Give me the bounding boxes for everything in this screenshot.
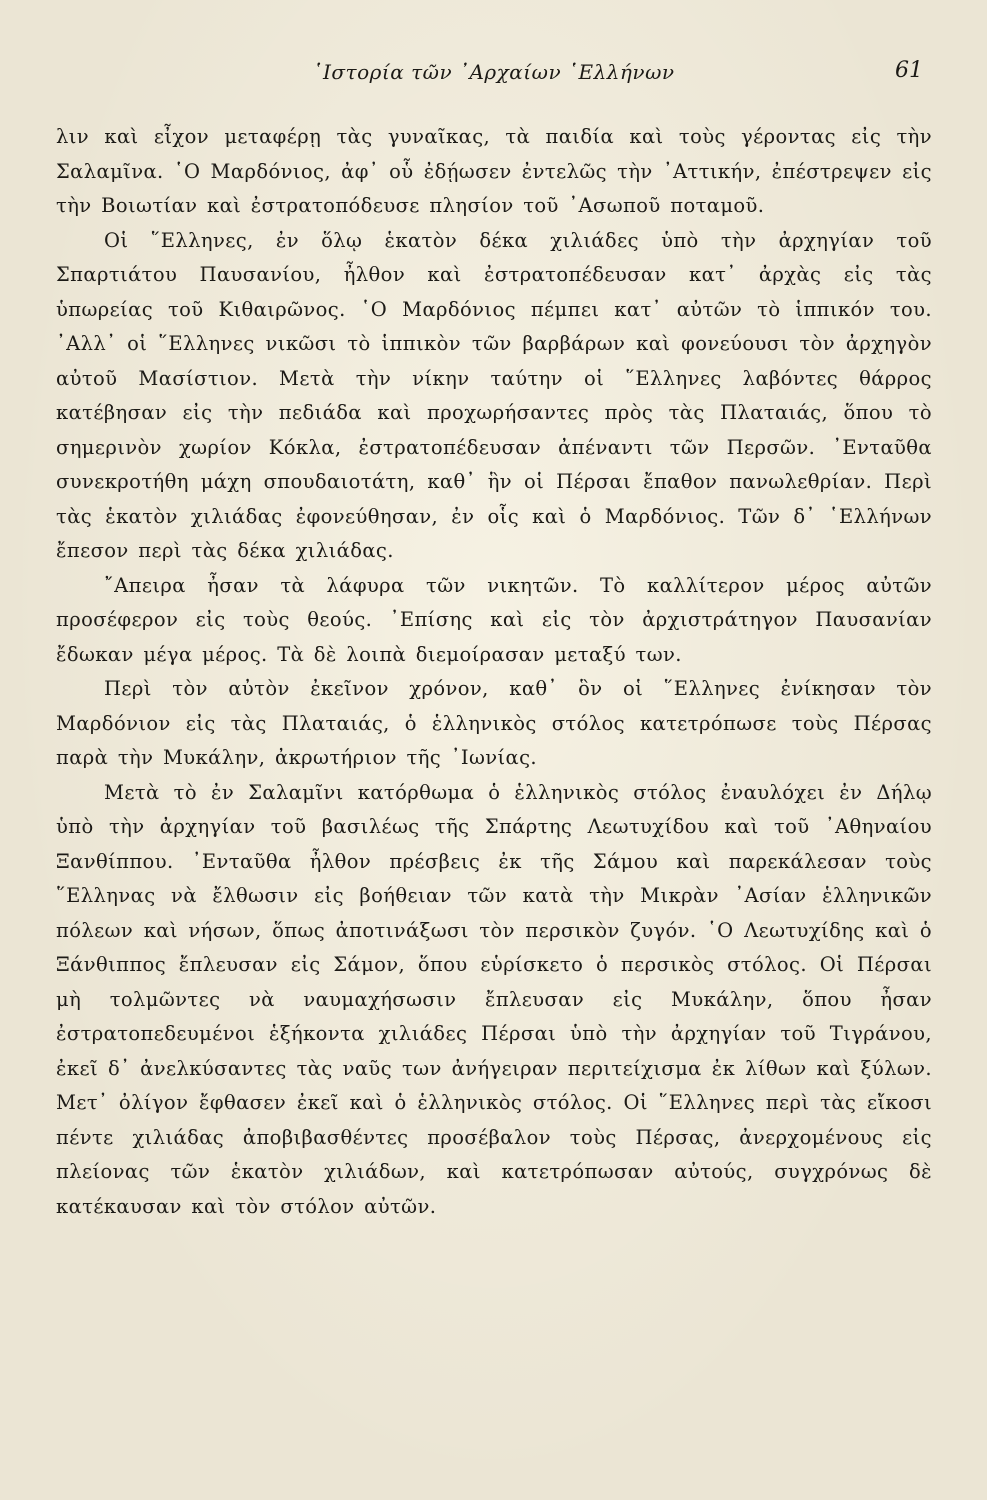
running-title: ῾Ιστορία τῶν ᾿Αρχαίων ῾Ελλήνων <box>312 60 675 84</box>
page-header <box>0 60 987 90</box>
paragraph-mycale-battle: Μετὰ τὸ ἐν Σαλαμῖνι κατόρθωμα ὁ ἑλληνικὸς στόλος ἐναυλόχει ἐν Δήλῳ ὑπὸ τὴν ἀρχηγίαν τοῦ βασιλέως τῆς Σπάρτης Λεωτυχίδου καὶ τοῦ ᾿Αθηναίου Ξανθίππου. ᾿Ενταῦθα ἦλθον πρέσβεις ἐκ τῆς Σάμου καὶ παρεκάλεσαν τοὺς ῞Ελληνας νὰ ἔλθωσιν εἰς βοήθειαν τῶν κατὰ τὴν Μικρὰν ᾿Ασίαν ἑλληνικῶν πόλεων καὶ νήσων, ὅπως ἀποτινάξωσι τὸν περσικὸν ζυγόν. ῾Ο Λεωτυχίδης καὶ ὁ Ξάνθιππος ἔπλευσαν εἰς Σάμον, ὅπου εὑρίσκετο ὁ περσικὸς στόλος. Οἱ Πέρσαι μὴ τολμῶντες νὰ ναυμαχήσωσιν ἔπλευσαν εἰς Μυκάλην, ὅπου ἦσαν ἐστρατοπεδευμένοι ἑξήκοντα χιλιάδες Πέρσαι ὑπὸ τὴν ἀρχηγίαν τοῦ Τιγράνου, ἐκεῖ δ᾿ ἀνελκύσαντες τὰς ναῦς των ἀνήγειραν περιτείχισμα ἐκ λίθων καὶ ξύλων. Μετ᾿ ὀλίγον ἔφθασεν ἐκεῖ καὶ ὁ ἑλληνικὸς στόλος. Οἱ ῞Ελληνες περὶ τὰς εἴκοσι πέντε χιλιάδας ἀποβιβασθέντες προσέβαλον τοὺς Πέρσας, ἀνερχομένους εἰς πλείονας τῶν ἑκατὸν χιλιάδων, καὶ κατετρόπωσαν αὐτούς, συγχρόνως δὲ κατέκαυσαν καὶ τὸν στόλον αὐτῶν. <box>56 780 932 1218</box>
paragraph-continuation: λιν καὶ εἶχον μεταφέρῃ τὰς γυναῖκας, τὰ παιδία καὶ τοὺς γέροντας εἰς τὴν Σαλαμῖνα. ῾Ο Μαρδόνιος, ἀφ᾿ οὗ ἐδῄωσεν ἐντελῶς τὴν ᾿Αττικήν, ἐπέστρεψεν εἰς τὴν Βοιωτίαν καὶ ἐστρατοπόδευσε πλησίον τοῦ ᾿Ασωποῦ ποταμοῦ. <box>56 125 932 217</box>
page-number: 61 <box>895 58 923 83</box>
paragraph-mycale-intro: Περὶ τὸν αὐτὸν ἐκεῖνον χρόνον, καθ᾿ ὃν οἱ ῞Ελληνες ἐνίκησαν τὸν Μαρδόνιον εἰς τὰς Πλαταιάς, ὁ ἑλληνικὸς στόλος κατετρόπωσε τοὺς Πέρσας παρὰ τὴν Μυκάλην, ἀκρωτήριον τῆς ᾿Ιωνίας. <box>56 677 932 769</box>
paragraph-spoils: ῎Απειρα ἦσαν τὰ λάφυρα τῶν νικητῶν. Τὸ καλλίτερον μέρος αὐτῶν προσέφερον εἰς τοὺς θεούς. ᾿Επίσης καὶ εἰς τὸν ἀρχιστράτηγον Παυσανίαν ἔδωκαν μέγα μέρος. Τὰ δὲ λοιπὰ διεμοίρασαν μεταξύ των. <box>56 573 932 666</box>
paragraph-plataea-battle: Οἱ ῞Ελληνες, ἐν ὅλῳ ἑκατὸν δέκα χιλιάδες ὑπὸ τὴν ἀρχηγίαν τοῦ Σπαρτιάτου Παυσανίου, ἦλθον καὶ ἐστρατοπέδευσαν κατ᾿ ἀρχὰς εἰς τὰς ὑπωρείας τοῦ Κιθαιρῶνος. ῾Ο Μαρδόνιος πέμπει κατ᾿ αὐτῶν τὸ ἱππικόν του. ᾿Αλλ᾿ οἱ ῞Ελληνες νικῶσι τὸ ἱππικὸν τῶν βαρβάρων καὶ φονεύουσι τὸν ἀρχηγὸν αὐτοῦ Μασίστιον. Μετὰ τὴν νίκην ταύτην οἱ ῞Ελληνες λαβόντες θάρρος κατέβησαν εἰς τὴν πεδιάδα καὶ προχωρήσαντες πρὸς τὰς Πλαταιάς, ὅπου τὸ σημερινὸν χωρίον Κόκλα, ἐστρατοπέδευσαν ἀπέναντι τῶν Περσῶν. ᾿Ενταῦθα συνεκροτήθη μάχη σπουδαιοτάτη, καθ᾿ ἣν οἱ Πέρσαι ἔπαθον πανωλεθρίαν. Περὶ τὰς ἑκατὸν χιλιάδας ἐφονεύθησαν, ἐν οἷς καὶ ὁ Μαρδόνιος. Τῶν δ᾿ ῾Ελλήνων ἔπεσον περὶ τὰς δέκα χιλιάδας. <box>56 228 932 562</box>
body-text <box>56 120 932 1224</box>
